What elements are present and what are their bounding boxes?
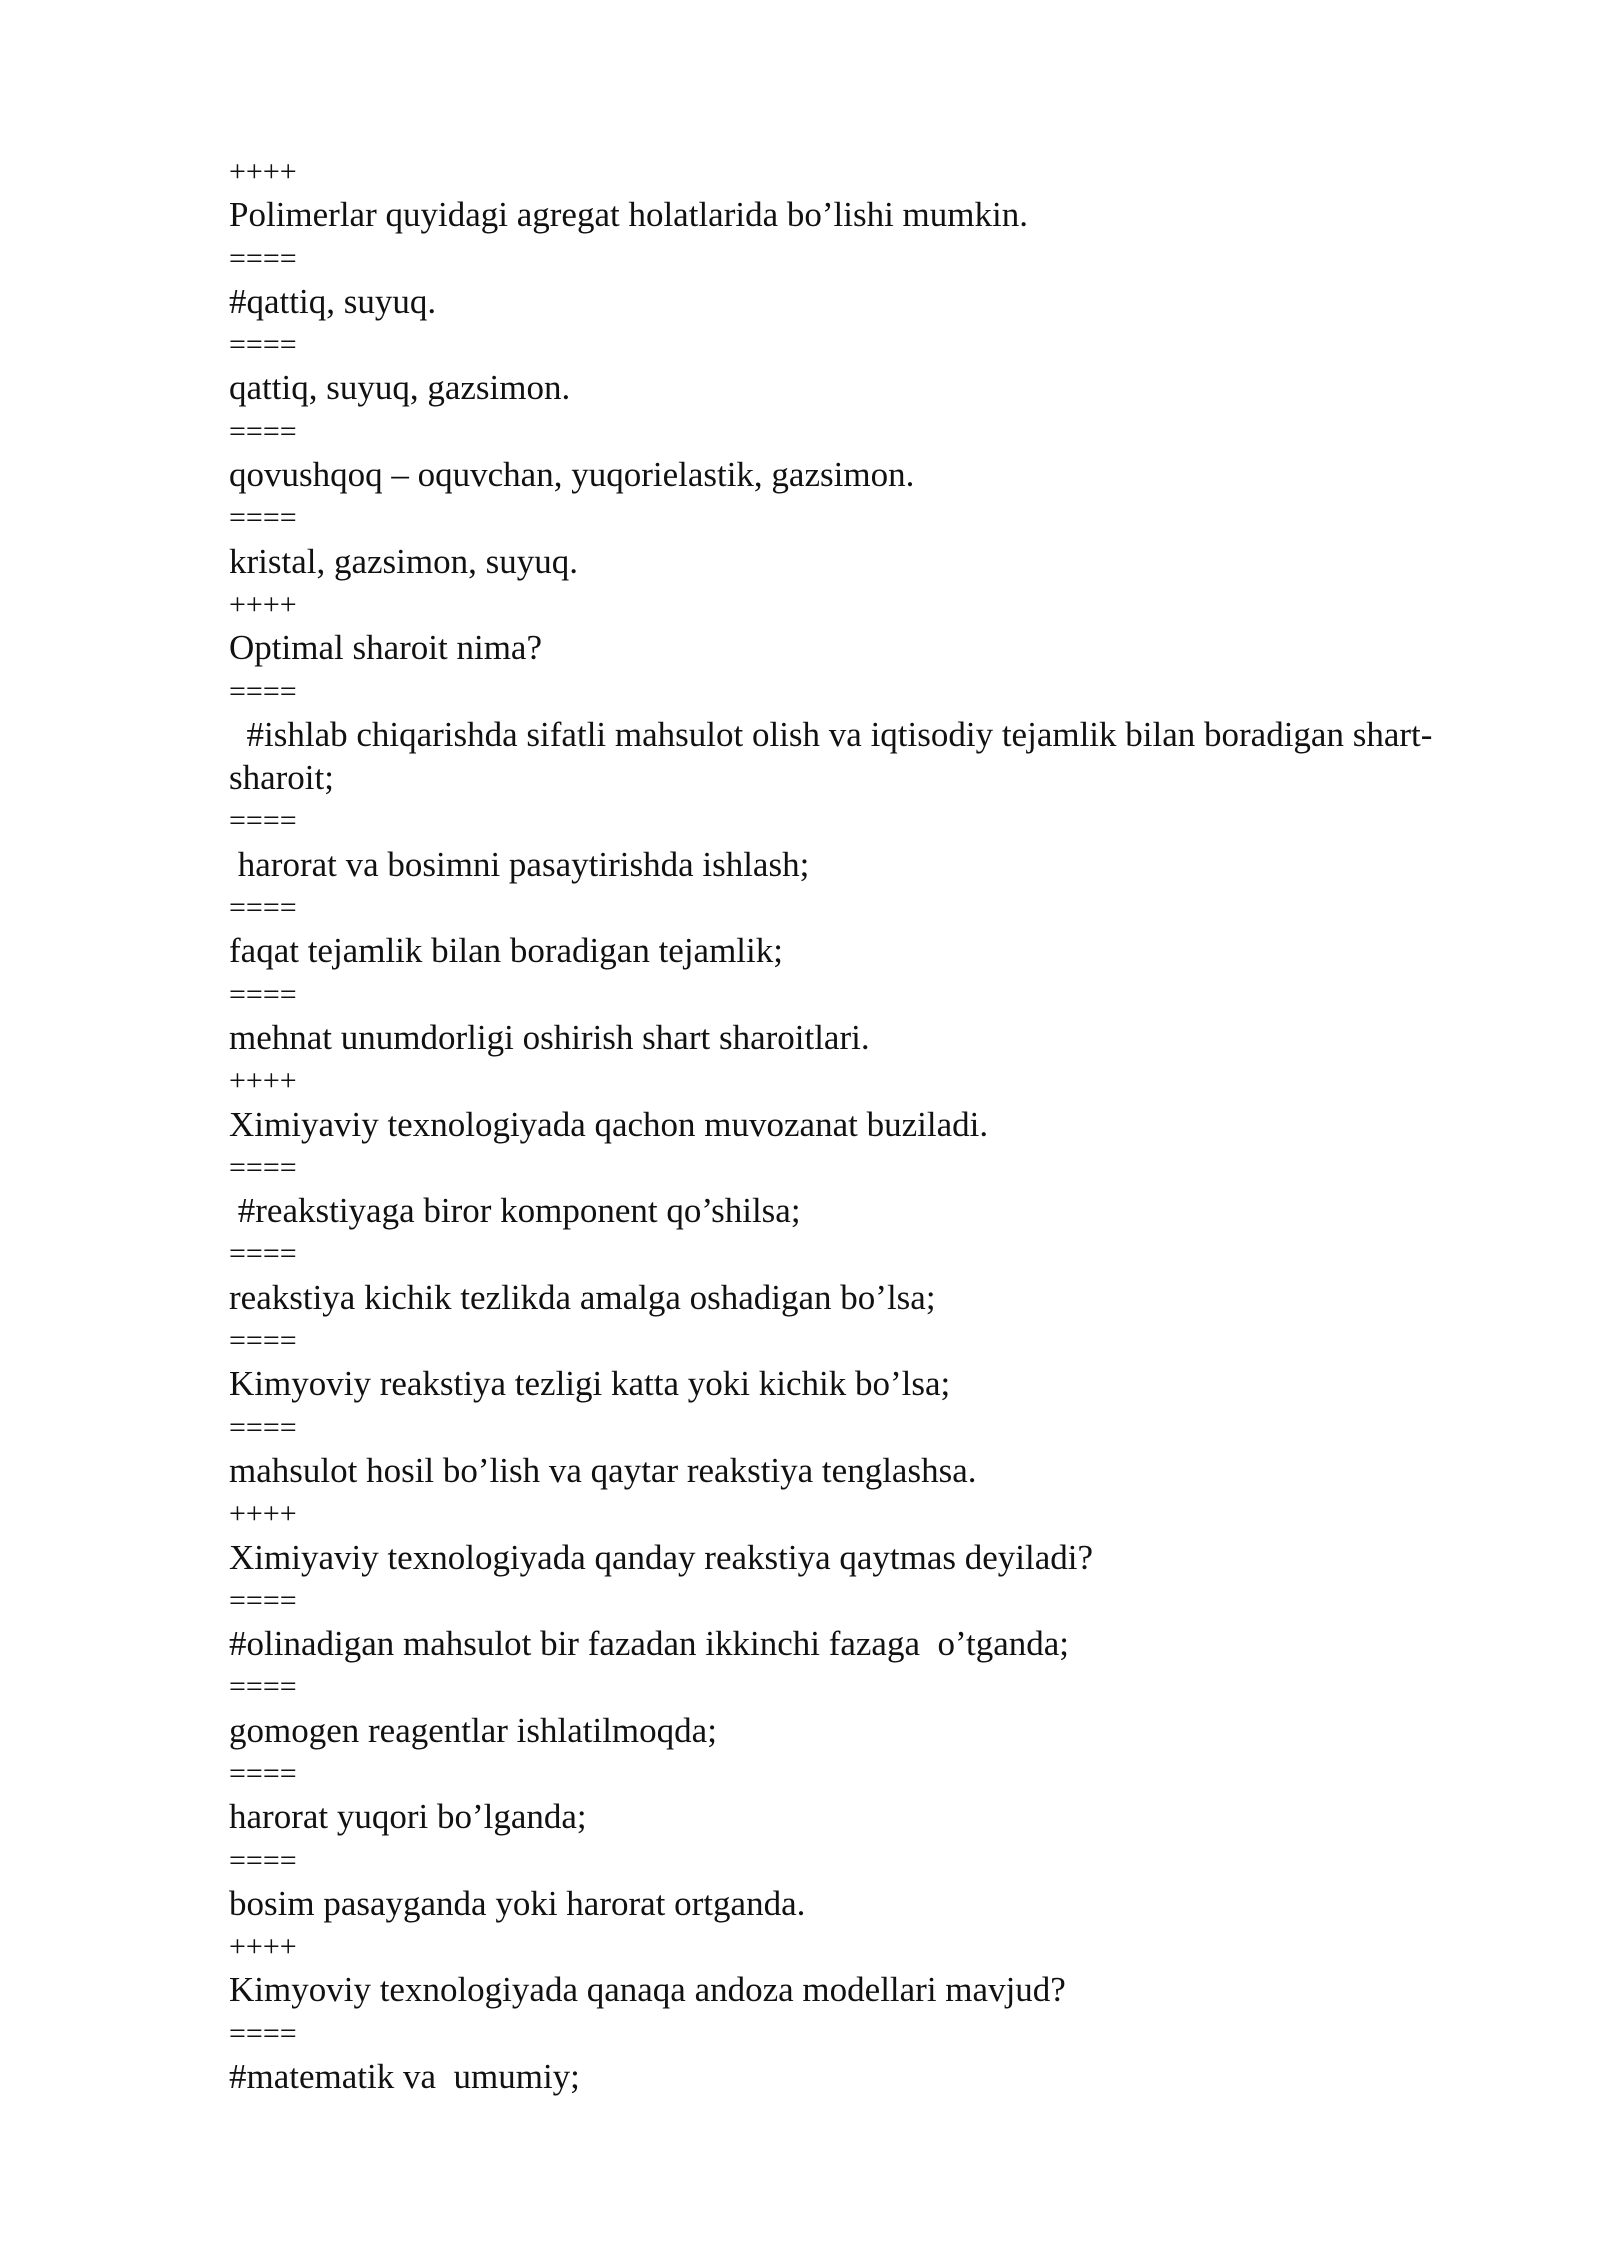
separator-line: ++++ bbox=[229, 1497, 297, 1531]
separator-line: ==== bbox=[229, 1150, 297, 1184]
text-line: kristal, gazsimon, suyuq. bbox=[229, 541, 578, 581]
text-line: harorat yuqori bo’lganda; bbox=[229, 1797, 587, 1837]
text-line: #qattiq, suyuq. bbox=[229, 281, 437, 321]
text-line: mahsulot hosil bo’lish va qaytar reakstiya tenglashsa. bbox=[229, 1450, 977, 1490]
text-line: reakstiya kichik tezlikda amalga oshadigan bo’lsa; bbox=[229, 1277, 936, 1317]
text-line: Polimerlar quyidagi agregat holatlarida bo’lishi mumkin. bbox=[229, 195, 1028, 235]
text-line: #reakstiyaga biror komponent qo’shilsa; bbox=[229, 1191, 801, 1231]
separator-line: ++++ bbox=[229, 1930, 297, 1964]
text-line: bosim pasayganda yoki harorat ortganda. bbox=[229, 1883, 806, 1923]
separator-line: ==== bbox=[229, 414, 297, 448]
text-line: qattiq, suyuq, gazsimon. bbox=[229, 368, 571, 408]
text-line: Ximiyaviy texnologiyada qachon muvozanat buziladi. bbox=[229, 1104, 989, 1144]
separator-line: ==== bbox=[229, 804, 297, 838]
text-line: mehnat unumdorligi oshirish shart sharoitlari. bbox=[229, 1017, 870, 1057]
separator-line: ==== bbox=[229, 1324, 297, 1358]
separator-line: ==== bbox=[229, 241, 297, 275]
separator-line: ==== bbox=[229, 501, 297, 535]
separator-line: ==== bbox=[229, 1583, 297, 1617]
text-line: harorat va bosimni pasaytirishda ishlash; bbox=[229, 844, 810, 884]
document-body bbox=[229, 150, 1459, 2098]
separator-line: ==== bbox=[229, 1237, 297, 1271]
text-line: Kimyoviy reakstiya tezligi katta yoki kichik bo’lsa; bbox=[229, 1364, 951, 1404]
text-line: Kimyoviy texnologiyada qanaqa andoza modellari mavjud? bbox=[229, 1970, 1066, 2010]
separator-line: ==== bbox=[229, 1670, 297, 1704]
separator-line: ==== bbox=[229, 2016, 297, 2050]
separator-line: ==== bbox=[229, 328, 297, 362]
separator-line: ==== bbox=[229, 891, 297, 925]
text-line: faqat tejamlik bilan boradigan tejamlik; bbox=[229, 931, 783, 971]
separator-line: ==== bbox=[229, 1756, 297, 1790]
text-line: gomogen reagentlar ishlatilmoqda; bbox=[229, 1710, 717, 1750]
separator-line: ==== bbox=[229, 674, 297, 708]
text-line: qovushqoq – oquvchan, yuqorielastik, gazsimon. bbox=[229, 455, 915, 495]
separator-line: ++++ bbox=[229, 155, 297, 188]
separator-line: ==== bbox=[229, 977, 297, 1011]
text-line: #olinadigan mahsulot bir fazadan ikkinchi fazaga o’tganda; bbox=[229, 1624, 1070, 1664]
separator-line: ++++ bbox=[229, 587, 297, 621]
separator-line: ++++ bbox=[229, 1064, 297, 1098]
text-line: Ximiyaviy texnologiyada qanday reakstiya qaytmas deyiladi? bbox=[229, 1537, 1094, 1577]
text-line: #matematik va umumiy; bbox=[229, 2057, 580, 2097]
separator-line: ==== bbox=[229, 1843, 297, 1877]
text-line: #ishlab chiqarishda sifatli mahsulot olish va iqtisodiy tejamlik bilan boradigan shart-sharoit; bbox=[229, 714, 1433, 798]
separator-line: ==== bbox=[229, 1410, 297, 1444]
text-line: Optimal sharoit nima? bbox=[229, 628, 542, 668]
